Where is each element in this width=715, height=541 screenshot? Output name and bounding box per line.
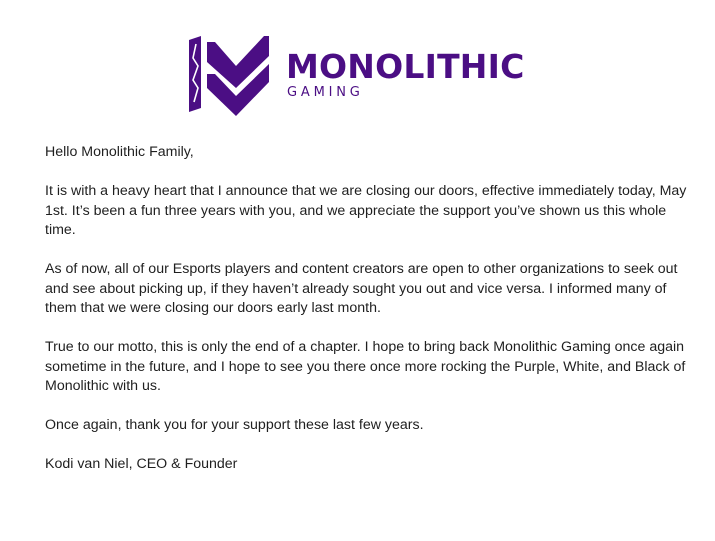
- paragraph-motto: True to our motto, this is only the end of a chapter. I hope to bring back Monolithic Gaming once again sometime in the future, and I hope to see you there once more rocking the Purple, White, and Black of Monolithic with us.: [45, 339, 686, 394]
- paragraph-closing-announcement: It is with a heavy heart that I announce that we are closing our doors, effective immediately today, May 1st. It’s been a fun three years with you, and we appreciate the support you’ve shown us this whole time.: [45, 183, 687, 238]
- monolithic-logo-icon: [188, 36, 270, 116]
- paragraph-players-status: As of now, all of our Esports players and content creators are open to other organizations to seek out and see about picking up, if they haven’t already sought you out and vice versa. I informed many of them that we were closing our doors early last month.: [45, 261, 678, 316]
- letter-body: [45, 143, 695, 494]
- greeting: Hello Monolithic Family,: [45, 144, 194, 160]
- paragraph-thanks: Once again, thank you for your support these last few years.: [45, 417, 424, 433]
- brand-name: MONOLITHIC: [286, 47, 525, 86]
- brand-logo: [188, 36, 528, 116]
- signature: Kodi van Niel, CEO & Founder: [45, 456, 238, 472]
- brand-subtitle: GAMING: [287, 85, 364, 100]
